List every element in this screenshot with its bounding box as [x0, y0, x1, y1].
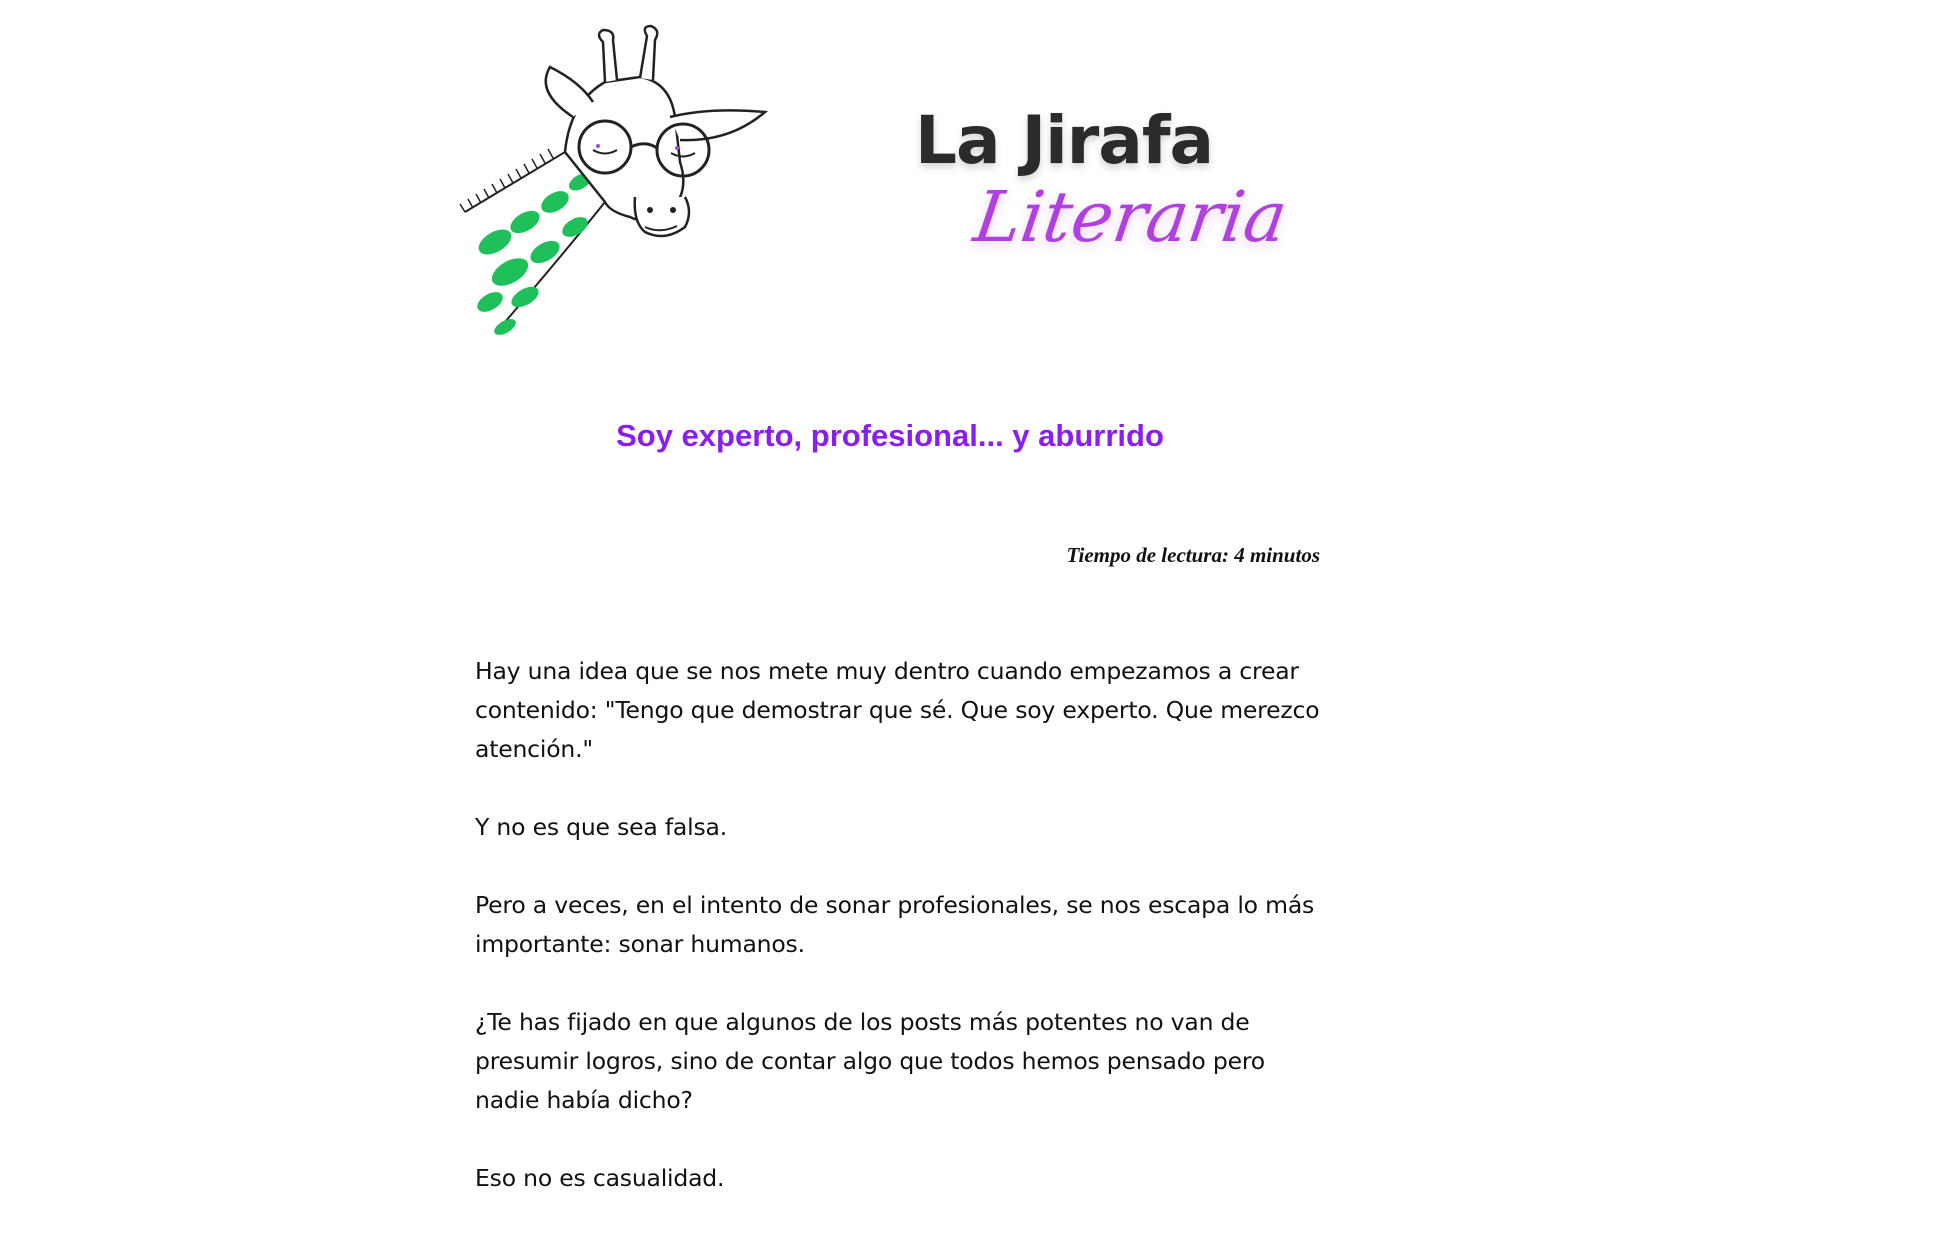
- paragraph: ¿Te has fijado en que algunos de los posts más potentes no van de presumir logros, sino de contar algo que todos hemos pensado pero nadie había dicho?: [475, 1008, 1265, 1114]
- paragraph: Eso no es casualidad.: [475, 1164, 725, 1192]
- paragraph: Hay una idea que se nos mete muy dentro cuando empezamos a crear contenido: "Tengo que demostrar que sé. Que soy experto. Que merezco atención.": [475, 657, 1320, 763]
- article-title: Soy experto, profesional... y aburrido: [616, 418, 1164, 453]
- brand-name: La Jirafa: [915, 102, 1214, 179]
- brand-logo: [915, 102, 1292, 302]
- newsletter-header: [455, 22, 1355, 342]
- article-body: [475, 652, 1335, 1237]
- paragraph: Pero a veces, en el intento de sonar profesionales, se nos escapa lo más importante: sonar humanos.: [475, 891, 1315, 958]
- giraffe-with-glasses-icon: [455, 22, 775, 342]
- paragraph: Y no es que sea falsa.: [475, 813, 727, 841]
- reading-time: Tiempo de lectura: 4 minutos: [1066, 543, 1320, 567]
- brand-tagline: Literaria: [969, 176, 1292, 258]
